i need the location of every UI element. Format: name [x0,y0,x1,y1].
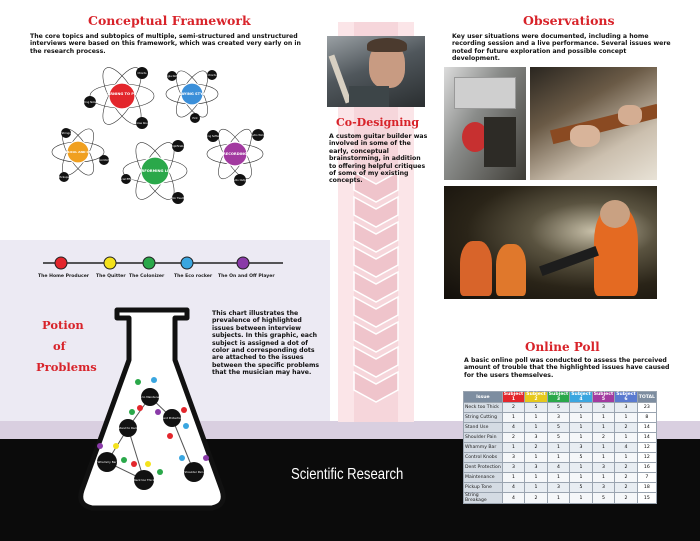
poll-header-cell: Subject 1 [503,392,524,402]
conceptual-framework-title: Conceptual Framework [88,13,251,28]
poll-header-cell: Subject 5 [593,392,614,402]
atom-label-learning: LEARNING TO PLAY [102,92,142,96]
poll-value-cell: 1 [592,443,614,453]
poll-value-cell: 1 [570,413,592,423]
photo-hair-shape [367,38,407,52]
poll-value-cell: 5 [592,493,614,504]
poll-value-cell: 1 [525,473,547,483]
satellite-label: Strings [61,132,71,135]
poll-value-cell: 2 [615,463,637,473]
table-row [464,413,657,423]
poll-value-cell: 2 [525,493,547,504]
photo-shoulder-shape [349,86,389,107]
poll-value-cell: 5 [525,403,547,413]
subject-legend-line [38,255,288,271]
poll-value-cell: 3 [592,403,614,413]
poll-value-cell: 3 [592,483,614,493]
section-title-scientific-research: Scientific Research [291,466,404,483]
poll-value-cell: 4 [547,463,569,473]
legend-label-quitter: The Quitter [96,274,126,279]
codesign-photo [327,36,425,107]
poll-value-cell: 3 [525,433,547,443]
poll-total-cell: 15 [637,493,656,504]
poll-value-cell: 1 [525,413,547,423]
poll-header-cell: Subject 3 [548,392,569,402]
subject-dot [97,443,103,449]
poll-value-cell: 1 [547,453,569,463]
observation-photo-home-recording [444,67,526,180]
table-row [464,483,657,493]
subject-dot [155,409,161,415]
satellite-label: Comfort [98,159,110,162]
subject-dot [135,379,141,385]
table-row [464,423,657,433]
poll-value-cell: 1 [592,423,614,433]
photo-hand-shape [570,125,600,147]
observations-title: Observations [523,13,615,28]
observations-description: Key user situations were documented, including a home recording session and a live performance. Several issues were noted for future exploration and possible concept development. [452,33,671,63]
poll-value-cell: 1 [525,423,547,433]
poll-value-cell: 3 [502,453,524,463]
legend-dot-red [55,257,67,269]
online-poll-table [463,391,657,504]
legend-label-eco-rocker: The Eco rocker [174,274,213,279]
poll-header-cell: Issue [464,392,503,403]
poll-value-cell: 1 [547,443,569,453]
legend-label-colonizer: The Colonizer [129,274,165,279]
satellite-label: Pick [192,117,198,120]
table-row [464,493,657,504]
poll-total-cell: 18 [637,483,656,493]
poll-value-cell: 2 [615,493,637,504]
poll-value-cell: 1 [502,443,524,453]
poll-value-cell: 5 [547,433,569,443]
poll-issue-name: Control Knobs [464,453,503,463]
poll-value-cell: 1 [570,423,592,433]
poll-value-cell: 1 [615,433,637,443]
subject-dot [145,461,151,467]
poll-value-cell: 1 [547,493,569,504]
poll-value-cell: 3 [592,463,614,473]
poll-issue-name: String Cutting [464,413,503,423]
poll-header-cell: TOTAL [637,392,656,403]
poll-issue-name: Pickup Tone [464,483,503,493]
subject-dot [179,455,185,461]
online-poll-description: A basic online poll was conducted to assess the perceived amount of trouble that the highlighted issues have caused for the users themselves. [464,357,670,379]
satellite-label: Special Effects [116,178,136,181]
poll-total-cell: 23 [637,403,656,413]
poll-value-cell: 2 [502,433,524,443]
poll-value-cell: 2 [592,433,614,443]
poll-header-cell: Subject 6 [616,392,636,402]
subject-dot [113,443,119,449]
poll-value-cell: 5 [570,483,592,493]
satellite-label: Studio Wiring [249,134,267,137]
poll-value-cell: 2 [615,483,637,493]
table-row [464,473,657,483]
subject-dot [137,405,143,411]
poll-value-cell: 1 [502,473,524,483]
table-row [464,453,657,463]
issue-label: Shoulder Pain [184,470,204,474]
conceptual-framework-diagram [50,60,310,210]
subject-dot [129,409,135,415]
poll-value-cell: 4 [502,493,524,504]
subject-dot [167,433,173,439]
poll-value-cell: 4 [615,443,637,453]
poll-issue-name: String Breakage [464,493,503,504]
subject-dot [121,457,127,463]
poll-value-cell: 1 [570,493,592,504]
photo-performer-shape [496,244,526,296]
table-row [464,443,657,453]
poll-total-cell: 14 [637,423,656,433]
issue-label: Line to Maintenance [135,395,165,399]
photo-person-shape [484,117,516,167]
satellite-label: Pickups [59,176,69,179]
poll-value-cell: 2 [525,443,547,453]
poll-value-cell: 1 [547,473,569,483]
satellite-label: Chords [137,72,147,75]
poll-value-cell: 1 [592,413,614,423]
potion-title-word-3: Problems [36,360,97,374]
poll-issue-name: Dent Protection [464,463,503,473]
poll-value-cell: 5 [547,423,569,433]
subject-dot [181,407,187,413]
observation-photo-live-performance [444,186,657,299]
poll-value-cell: 3 [502,463,524,473]
poll-value-cell: 3 [615,403,637,413]
poll-value-cell: 2 [615,423,637,433]
photo-face-shape [600,200,630,228]
table-row [464,403,657,413]
legend-label-home-producer: The Home Producer [38,274,90,279]
legend-dot-purple [237,257,249,269]
poll-value-cell: 1 [502,413,524,423]
poll-total-cell: 12 [637,443,656,453]
poll-header-row [464,392,657,403]
atom-center-learning [109,83,135,109]
issue-label: Neck too Thick [133,478,155,482]
poll-value-cell: 5 [570,403,592,413]
legend-dot-blue [181,257,193,269]
poll-issue-name: Whammy Bar [464,443,503,453]
observation-photo-guitar-closeup [530,67,657,180]
poll-value-cell: 1 [570,473,592,483]
poll-value-cell: 1 [570,433,592,443]
potion-title-word-1: Potion [42,318,84,332]
poll-header-cell: Subject 2 [526,392,546,402]
subject-dot [157,469,163,475]
legend-dot-green [143,257,155,269]
codesign-description: A custom guitar builder was involved in some of the early, conceptual brainstorming, in addition to offering helpful critiques of some of my existing concepts. [329,133,428,185]
photo-guitar-neck-shape [329,54,352,103]
atom-label-performing: PERFORMING LIVE [136,169,174,173]
poll-header-cell: Subject 4 [571,392,591,402]
poll-value-cell: 1 [615,413,637,423]
subject-dot [203,455,209,461]
poll-value-cell: 3 [525,463,547,473]
poll-issue-name: Shoulder Pain [464,433,503,443]
satellite-label: Mixing Software [202,135,224,138]
poll-value-cell: 5 [570,453,592,463]
poll-issue-name: Maintenance [464,473,503,483]
satellite-label: Audio Output [231,179,249,182]
poll-issue-name: Stand Use [464,423,503,433]
satellite-label: Exercise Routine [131,122,153,125]
potion-title-word-2: of [53,339,66,353]
subject-dot [183,423,189,429]
poll-value-cell: 5 [547,403,569,413]
legend-dot-yellow [104,257,116,269]
satellite-label: Reading Notation [78,101,102,104]
table-row [464,433,657,443]
atom-label-recording: RECORDING [223,152,247,156]
table-row [464,463,657,473]
online-poll-title: Online Poll [525,340,600,354]
atom-label-playing-style: PLAYING STYLE [176,92,208,96]
potion-flask-graphic [72,300,232,520]
poll-total-cell: 8 [637,413,656,423]
poll-value-cell: 2 [615,473,637,483]
poll-value-cell: 3 [570,443,592,453]
poll-value-cell: 1 [592,453,614,463]
poll-value-cell: 1 [525,453,547,463]
poll-total-cell: 7 [637,473,656,483]
poll-value-cell: 2 [502,403,524,413]
poll-total-cell: 16 [637,463,656,473]
poll-value-cell: 1 [615,453,637,463]
poll-value-cell: 4 [502,483,524,493]
codesign-title: Co-Designing [336,116,420,129]
legend-label-on-off-player: The On and Off Player [218,274,275,279]
poll-value-cell: 4 [502,423,524,433]
issue-label: Stand to Rack [118,426,138,430]
conceptual-framework-description: The core topics and subtopics of multiple, semi-structured and unstructured interviews were based on this framework, which was created very early on in the research process. [30,33,301,55]
issue-label: Dent Protection [161,416,183,420]
poll-value-cell: 1 [525,483,547,493]
satellite-label: Chords [207,74,217,77]
photo-performer-shape [460,241,492,296]
photo-guitar-shape [539,246,599,276]
satellite-label: Amplification [169,145,187,148]
atom-label-physical: PHYSICAL AND CARE [60,150,96,154]
poll-value-cell: 3 [547,483,569,493]
satellite-label: Monitor Feedback [166,197,190,200]
photo-hand-shape [618,105,642,125]
poll-total-cell: 12 [637,453,656,463]
subject-dot [131,461,137,467]
potion-description: This chart illustrates the prevalence of highlighted issues between interview subjects. In this graphic, each subject is assigned a dot of color and corresponding dots are attached to the issues between the specific problems that the musician may have. [212,310,320,377]
poll-value-cell: 3 [547,413,569,423]
satellite-label: Single Notes [163,75,181,78]
photo-shelf-shape [454,77,516,109]
subject-dot [151,377,157,383]
poll-total-cell: 14 [637,433,656,443]
issue-label: Whammy Bar [97,460,117,464]
poll-value-cell: 1 [570,463,592,473]
poll-value-cell: 1 [592,473,614,483]
poll-issue-name: Neck too Thick [464,403,503,413]
